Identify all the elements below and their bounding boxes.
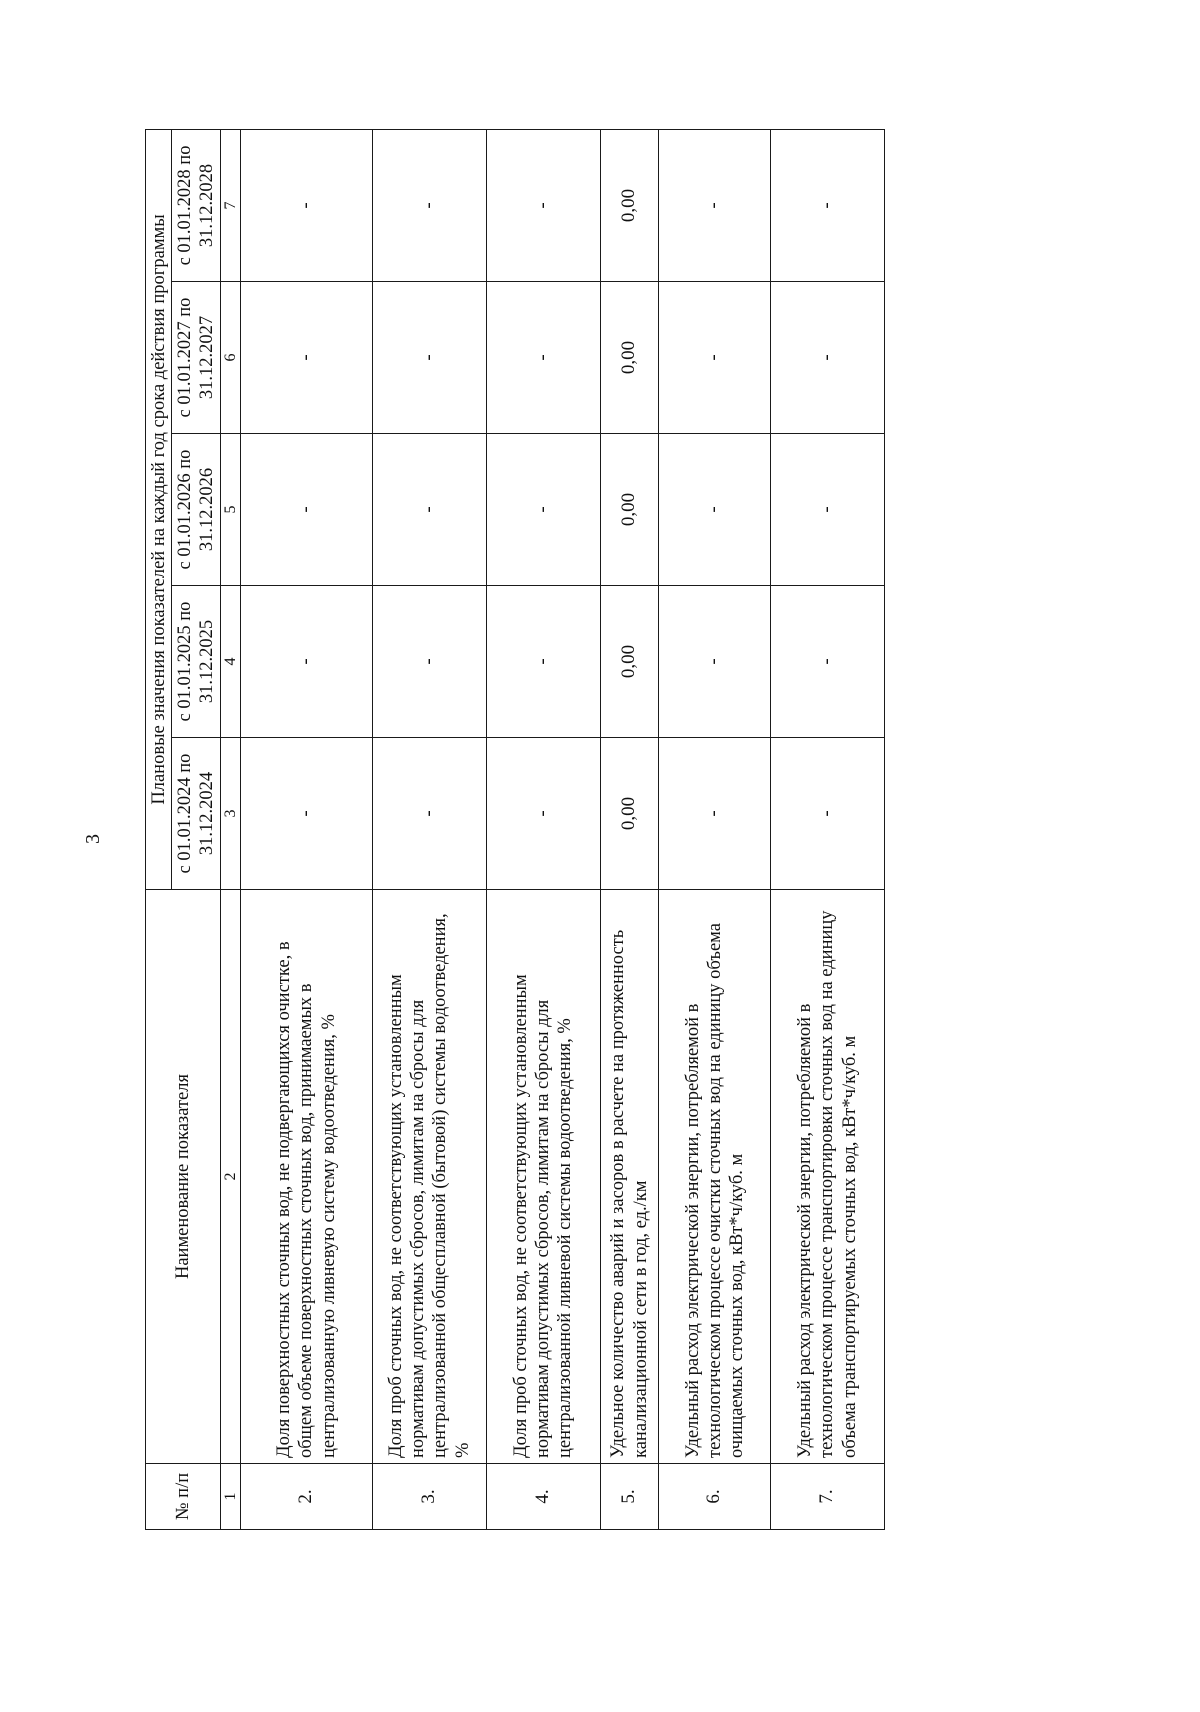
row-number: 6. [659,1464,771,1530]
value-cell: 0,00 [600,586,659,738]
value-cell: - [486,738,600,890]
value-cell: - [486,282,600,434]
value-cell: - [486,586,600,738]
row-number: 3. [373,1464,487,1530]
value-cell: - [373,129,487,281]
table-row [771,129,885,1529]
value-cell: 0,00 [600,738,659,890]
table-row [659,129,771,1529]
table-row [600,129,659,1529]
header-num: № п/п [146,1464,221,1530]
value-cell: 0,00 [600,129,659,281]
header-period: с 01.01.2025 по 31.12.2025 [172,586,220,738]
value-cell: - [373,434,487,586]
indicator-name: Удельный расход электрической энергии, потребляемой в технологическом процессе очистки сточных вод на единицу объема очищаемых сточных вод, кВт*ч/куб. м [659,890,771,1464]
indicator-table-wrapper [145,130,885,1530]
header-period: с 01.01.2026 по 31.12.2026 [172,434,220,586]
table-row [241,129,373,1529]
value-cell: - [241,129,373,281]
column-number: 6 [220,282,241,434]
value-cell: - [771,282,885,434]
value-cell: - [659,129,771,281]
value-cell: - [241,586,373,738]
table-row [486,129,600,1529]
column-number: 2 [220,890,241,1464]
column-number: 1 [220,1464,241,1530]
indicator-name: Доля поверхностных сточных вод, не подвергающихся очистке, в общем объеме поверхностных сточных вод, принимаемых в централизованную ливневую систему водоотведения, % [241,890,373,1464]
value-cell: - [659,282,771,434]
value-cell: - [771,129,885,281]
table-row [373,129,487,1529]
indicator-name: Удельный расход электрической энергии, потребляемой в технологическом процессе транспортировки сточных вод на единицу объема транспортируемых сточных вод, кВт*ч/куб. м [771,890,885,1464]
value-cell: - [486,129,600,281]
page-number: 3 [82,834,104,844]
row-number: 7. [771,1464,885,1530]
header-name: Наименование показателя [146,890,221,1464]
column-number: 5 [220,434,241,586]
value-cell: 0,00 [600,282,659,434]
value-cell: - [373,738,487,890]
value-cell: - [659,586,771,738]
column-numbers-row [220,129,241,1529]
value-cell: - [486,434,600,586]
column-number: 4 [220,586,241,738]
value-cell: - [771,738,885,890]
value-cell: - [373,586,487,738]
column-number: 3 [220,738,241,890]
row-number: 4. [486,1464,600,1530]
indicator-table [145,129,885,1530]
value-cell: 0,00 [600,434,659,586]
value-cell: - [771,434,885,586]
header-period: с 01.01.2024 по 31.12.2024 [172,738,220,890]
value-cell: - [241,282,373,434]
value-cell: - [241,738,373,890]
column-number: 7 [220,129,241,281]
row-number: 2. [241,1464,373,1530]
header-period: с 01.01.2027 по 31.12.2027 [172,282,220,434]
value-cell: - [659,434,771,586]
indicator-name: Доля проб сточных вод, не соответствующих установленным нормативам допустимых сбросов, лимитам на сбросы для централизованной общесплавной (бытовой) системы водоотведения, % [373,890,487,1464]
value-cell: - [771,586,885,738]
header-period: с 01.01.2028 по 31.12.2028 [172,129,220,281]
indicator-name: Удельное количество аварий и засоров в расчете на протяженность канализационной сети в год, ед./км [600,890,659,1464]
value-cell: - [241,434,373,586]
row-number: 5. [600,1464,659,1530]
value-cell: - [373,282,487,434]
value-cell: - [659,738,771,890]
indicator-name: Доля проб сточных вод, не соответствующих установленным нормативам допустимых сбросов, лимитам на сбросы для централизованной ливневой системы водоотведения, % [486,890,600,1464]
header-plan: Плановые значения показателей на каждый год срока действия программы [146,129,172,889]
